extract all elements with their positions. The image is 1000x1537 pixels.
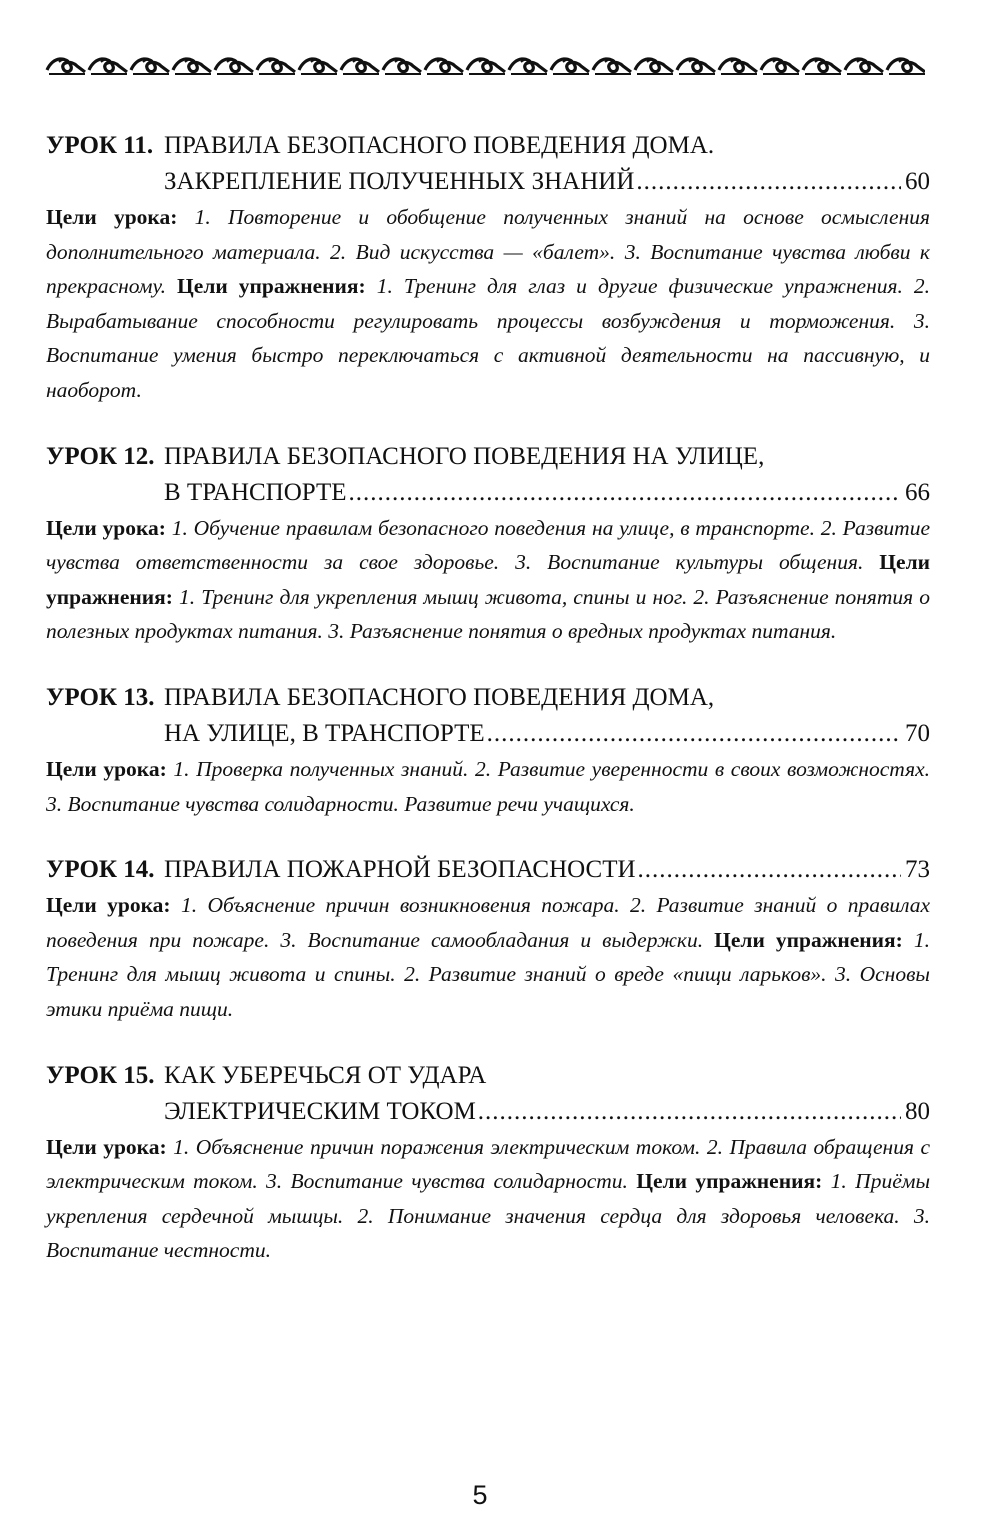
lesson-title-line2: НА УЛИЦЕ, В ТРАНСПОРТЕ: [164, 719, 485, 747]
lesson-description: [46, 511, 930, 649]
goals-text: 1. Обучение правилам безопасного поведения на улице, в транспорте. 2. Развитие чувства ответственности за свое здоровье. 3. Воспитание культуры общения.: [46, 515, 930, 575]
exercise-goals-text: 1. Тренинг для мышц живота и спины. 2. Развитие знаний о вреде «пищи ларьков». 3. Основы этики приёма пищи.: [46, 927, 930, 1021]
page-ref: 60: [905, 168, 930, 195]
page-ref: 66: [905, 478, 930, 506]
lesson-title-line1: ПРАВИЛА БЕЗОПАСНОГО ПОВЕДЕНИЯ ДОМА,: [164, 683, 715, 711]
toc-entry-lesson-13: [46, 680, 930, 821]
table-of-contents: [46, 128, 930, 1299]
toc-entry-lesson-14: [46, 852, 930, 1026]
lesson-title-line1: ПРАВИЛА ПОЖАРНОЙ БЕЗОПАСНОСТИ: [164, 856, 636, 884]
dot-leader: [478, 1094, 901, 1130]
toc-entry-lesson-11: [46, 128, 930, 408]
lesson-label: УРОК 12.: [46, 442, 155, 470]
toc-entry-lesson-12: [46, 439, 930, 649]
goals-label: Цели урока:: [46, 515, 166, 540]
exercise-goals-text: 1. Тренинг для укрепления мышц живота, спины и ног. 2. Разъяснение понятия о полезных продуктах питания. 3. Разъяснение понятия о вредных продуктах питания.: [46, 584, 930, 644]
page-ref: 70: [905, 719, 930, 747]
lesson-label: УРОК 11.: [46, 132, 154, 159]
lesson-description: [46, 1130, 930, 1268]
goals-text: 1. Объяснение причин возникновения пожара. 2. Развитие знаний о правилах поведения при пожаре. 3. Воспитание самообладания и выдержки.: [46, 893, 931, 952]
goals-text: 1. Проверка полученных знаний. 2. Развитие уверенности в своих возможностях. 3. Воспитание чувства солидарности. Развитие речи учащихся.: [46, 756, 931, 816]
dot-leader: [636, 164, 901, 200]
exercise-goals-label: Цели упражнения:: [714, 927, 903, 952]
decorative-border-ornament: [45, 50, 925, 80]
exercise-goals-text: 1. Тренинг для глаз и другие физические упражнения. 2. Вырабатывание способности регулировать процессы возбуждения и торможения. 3. Воспитание умения быстро переключаться с активной деятельности на пассивную, и наоборот.: [46, 274, 930, 402]
lesson-title-line2: ЗАКРЕПЛЕНИЕ ПОЛУЧЕННЫХ ЗНАНИЙ: [164, 168, 635, 195]
lesson-title-line1: ПРАВИЛА БЕЗОПАСНОГО ПОВЕДЕНИЯ ДОМА.: [164, 132, 715, 159]
lesson-description: [46, 200, 930, 408]
page-ref: 73: [905, 856, 930, 884]
dot-leader: [349, 475, 901, 511]
lesson-label: УРОК 15.: [46, 1061, 155, 1089]
dot-leader: [638, 852, 901, 888]
lesson-description: [46, 888, 930, 1026]
lesson-title-line1: КАК УБЕРЕЧЬСЯ ОТ УДАРА: [164, 1061, 487, 1089]
lesson-title-line2: ЭЛЕКТРИЧЕСКИМ ТОКОМ: [164, 1097, 476, 1125]
goals-label: Цели урока:: [46, 893, 171, 918]
lesson-label: УРОК 14.: [46, 856, 155, 884]
exercise-goals-label: Цели упражнения:: [636, 1169, 823, 1194]
lesson-label: УРОК 13.: [46, 683, 155, 711]
goals-text: 1. Повторение и обобщение полученных знаний на основе осмысления дополнительного материала. 2. Вид искусства — «балет». 3. Воспитание чувства любви к прекрасному.: [46, 205, 930, 299]
toc-entry-lesson-15: [46, 1058, 930, 1268]
page-number: 5: [472, 1480, 488, 1510]
lesson-title-line2: В ТРАНСПОРТЕ: [164, 478, 347, 506]
lesson-title-line1: ПРАВИЛА БЕЗОПАСНОГО ПОВЕДЕНИЯ НА УЛИЦЕ,: [164, 442, 765, 470]
lesson-description: [46, 752, 930, 821]
goals-label: Цели урока:: [46, 205, 178, 229]
goals-text: 1. Объяснение причин поражения электрическим током. 2. Правила обращения с электрическим током. 3. Воспитание чувства солидарности.: [46, 1134, 931, 1194]
page-ref: 80: [905, 1097, 930, 1125]
goals-label: Цели урока:: [46, 1134, 167, 1159]
goals-label: Цели урока:: [46, 756, 167, 781]
exercise-goals-label: Цели упражнения:: [177, 274, 366, 299]
dot-leader: [487, 716, 901, 752]
exercise-goals-text: 1. Приёмы укрепления сердечной мышцы. 2. Понимание значения сердца для здоровья человека. 3. Воспитание честности.: [46, 1169, 931, 1263]
exercise-goals-label: Цели упражнения:: [46, 550, 931, 609]
